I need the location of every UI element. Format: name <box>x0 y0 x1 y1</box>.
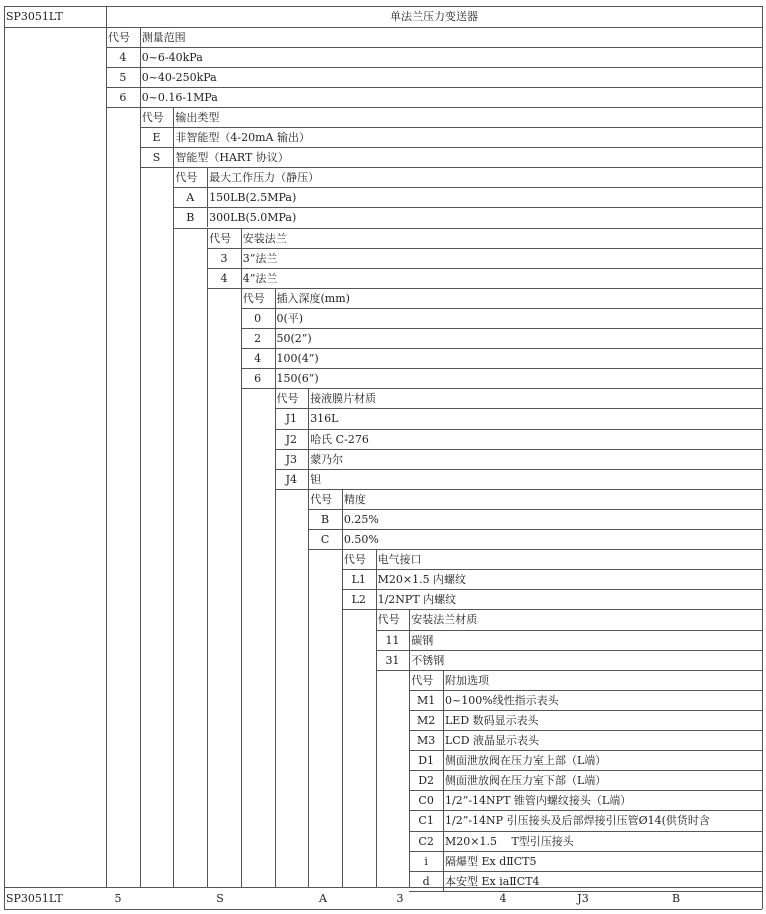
option-label: M20×1.5 T型引压接头 <box>445 834 574 848</box>
level-9-title: 附加选项 <box>445 673 489 687</box>
level-3-code-header: 代号 <box>209 231 232 245</box>
level-0-title: 测量范围 <box>141 30 186 44</box>
row-rule <box>275 489 763 490</box>
row-rule <box>275 469 763 470</box>
model-code: SP3051LT <box>6 10 63 23</box>
option-code: M2 <box>417 713 436 727</box>
option-code: d <box>422 874 430 888</box>
option-label: 本安型 Ex iaⅡCT4 <box>445 874 540 888</box>
bottom-border <box>4 909 762 910</box>
level-boundary-4 <box>241 288 242 887</box>
row-rule <box>207 248 762 249</box>
option-code: J3 <box>285 452 298 466</box>
model-column-divider <box>106 6 107 887</box>
code-divider-1 <box>173 107 174 167</box>
example-code: J3 <box>577 892 589 905</box>
option-code: 6 <box>119 90 127 104</box>
example-code: 5 <box>114 892 122 905</box>
example-code: 4 <box>499 892 507 905</box>
code-divider-9 <box>443 670 444 891</box>
option-code: L2 <box>351 593 366 607</box>
option-code: D2 <box>418 774 435 788</box>
row-rule <box>275 429 763 430</box>
row-rule <box>241 368 762 369</box>
option-label: 隔爆型 Ex dⅡCT5 <box>445 854 537 868</box>
level-2-title: 最大工作压力（静压） <box>209 171 320 185</box>
row-rule <box>409 871 762 872</box>
option-label: 侧面泄放阀在压力室上部（L端） <box>445 754 607 768</box>
row-rule <box>140 127 762 128</box>
option-label: 1/2NPT 内螺纹 <box>377 593 457 607</box>
level-6-code-header: 代号 <box>310 492 333 506</box>
option-label: 300LB(5.0MPa) <box>209 211 297 225</box>
option-label: 钽 <box>310 472 322 486</box>
option-label: 非智能型（4-20mA 输出） <box>175 131 310 144</box>
row-rule <box>106 47 762 48</box>
option-code: M3 <box>417 734 436 747</box>
level-4-code-header: 代号 <box>242 291 265 305</box>
option-code: C1 <box>418 814 434 828</box>
row-rule <box>241 388 762 389</box>
code-divider-3 <box>241 228 242 288</box>
code-divider-2 <box>207 167 208 227</box>
option-code: D1 <box>418 754 435 768</box>
row-rule <box>409 831 762 832</box>
level-1-title: 输出类型 <box>175 110 220 124</box>
option-label: 智能型（HART 协议） <box>175 151 289 165</box>
option-code: C2 <box>418 834 434 848</box>
option-label: 0(平) <box>276 311 304 325</box>
row-rule <box>409 851 762 852</box>
option-label: 1/2”-14NP 引压接头及后部焊接引压管Ø14(供货时含 <box>445 814 710 828</box>
option-code: 11 <box>385 633 400 647</box>
row-rule <box>241 328 762 329</box>
row-rule <box>173 228 762 229</box>
code-divider-6 <box>342 489 343 549</box>
row-rule <box>409 710 762 711</box>
row-rule <box>207 288 762 289</box>
level-9-code-header: 代号 <box>411 673 434 687</box>
example-code: S <box>216 892 224 905</box>
row-rule <box>275 449 763 450</box>
option-label: LCD 液晶显示表头 <box>445 734 540 747</box>
option-label: 1/2”-14NPT 锥管内螺纹接头（L端） <box>445 794 632 808</box>
row-rule <box>106 87 762 88</box>
code-divider-5 <box>308 388 309 489</box>
option-code: 4 <box>220 271 228 285</box>
option-code: S <box>152 151 161 165</box>
option-label: 50(2”) <box>276 332 312 345</box>
code-divider-7 <box>376 549 377 609</box>
row-rule <box>207 268 762 269</box>
top-border <box>4 6 762 7</box>
option-code: C <box>320 533 330 546</box>
level-5-code-header: 代号 <box>276 392 299 406</box>
option-code: J1 <box>285 412 298 426</box>
left-border <box>4 6 5 909</box>
row-rule <box>342 569 762 570</box>
option-label: 150LB(2.5MPa) <box>209 191 297 205</box>
row-rule <box>409 730 762 731</box>
option-label: M20×1.5 内螺纹 <box>377 573 467 587</box>
row-rule <box>241 348 762 349</box>
row-rule <box>409 790 762 791</box>
code-divider-8 <box>409 609 410 669</box>
row-rule <box>376 630 762 631</box>
level-7-code-header: 代号 <box>343 553 366 567</box>
option-label: 0.50% <box>343 533 379 546</box>
option-code: B <box>186 211 195 225</box>
option-label: LED 数码显示表头 <box>445 713 539 727</box>
option-label: 150(6”) <box>276 372 319 386</box>
row-rule <box>241 308 762 309</box>
option-code: J4 <box>285 472 298 486</box>
level-boundary-3 <box>207 228 208 888</box>
right-border <box>762 6 763 909</box>
level-4-title: 插入深度(mm) <box>276 291 350 305</box>
row-rule <box>106 67 762 68</box>
option-code: E <box>152 131 161 144</box>
level-8-title: 安装法兰材质 <box>411 613 478 627</box>
level-1-code-header: 代号 <box>141 110 164 124</box>
row-rule <box>173 207 762 208</box>
option-label: 侧面泄放阀在压力室下部（L端） <box>445 774 607 788</box>
code-divider-4 <box>275 288 276 389</box>
level-boundary-1 <box>140 107 141 887</box>
option-code: 5 <box>119 70 127 84</box>
option-code: 6 <box>254 372 262 386</box>
level-5-title: 接液膜片材质 <box>310 392 377 406</box>
option-code: 0 <box>254 311 262 325</box>
row-rule <box>376 650 762 651</box>
row-rule <box>409 810 762 811</box>
row-rule <box>342 609 762 610</box>
level-boundary-8 <box>376 609 377 887</box>
level-boundary-2 <box>173 167 174 887</box>
row-rule <box>342 589 762 590</box>
option-label: 0.25% <box>343 512 379 526</box>
example-top-border <box>4 887 762 888</box>
header-divider <box>4 27 762 28</box>
option-code: i <box>424 854 428 868</box>
level-boundary-7 <box>342 549 343 887</box>
level-6-title: 精度 <box>343 492 366 506</box>
row-rule <box>140 167 762 168</box>
option-label: 0~0.16-1MPa <box>141 90 218 104</box>
option-label: 不锈钢 <box>411 653 445 667</box>
option-code: A <box>186 191 195 205</box>
level-2-code-header: 代号 <box>175 171 198 185</box>
level-8-code-header: 代号 <box>377 613 400 627</box>
row-rule <box>308 529 762 530</box>
option-label: 316L <box>310 412 339 426</box>
option-code: 4 <box>254 352 262 366</box>
product-title: 单法兰压力变送器 <box>390 10 478 23</box>
option-label: 0~40-250kPa <box>141 70 217 84</box>
option-label: 哈氏 C-276 <box>310 432 369 446</box>
level-7-title: 电气接口 <box>377 553 422 567</box>
option-code: B <box>321 512 330 526</box>
row-rule <box>409 690 762 691</box>
option-label: 碳钢 <box>411 633 434 647</box>
option-code: J2 <box>285 432 298 446</box>
example-code: 3 <box>396 892 404 905</box>
option-code: 31 <box>385 653 400 667</box>
option-code: 2 <box>254 332 262 345</box>
option-label: 3”法兰 <box>242 251 278 265</box>
row-rule <box>140 147 762 148</box>
level-boundary-9 <box>409 670 410 887</box>
row-rule <box>275 408 763 409</box>
level-0-code-header: 代号 <box>108 30 130 44</box>
option-code: L1 <box>351 573 366 587</box>
option-code: 3 <box>220 251 228 265</box>
row-rule <box>409 770 762 771</box>
level-3-title: 安装法兰 <box>242 231 287 245</box>
option-label: 0~100%线性指示表头 <box>445 693 559 707</box>
row-rule <box>376 670 762 671</box>
row-rule <box>106 107 762 108</box>
option-label: 0~6-40kPa <box>141 50 203 64</box>
option-label: 蒙乃尔 <box>310 452 344 466</box>
option-code: 4 <box>119 50 127 64</box>
option-code: C0 <box>418 794 434 808</box>
option-code: M1 <box>417 693 436 707</box>
example-code: A <box>319 892 327 905</box>
row-rule <box>409 750 762 751</box>
level-boundary-5 <box>275 388 276 887</box>
option-label: 4”法兰 <box>242 271 278 285</box>
row-rule <box>173 187 762 188</box>
example-code: B <box>671 892 681 905</box>
option-label: 100(4”) <box>276 352 319 366</box>
row-rule <box>308 509 762 510</box>
example-model: SP3051LT <box>6 892 63 905</box>
